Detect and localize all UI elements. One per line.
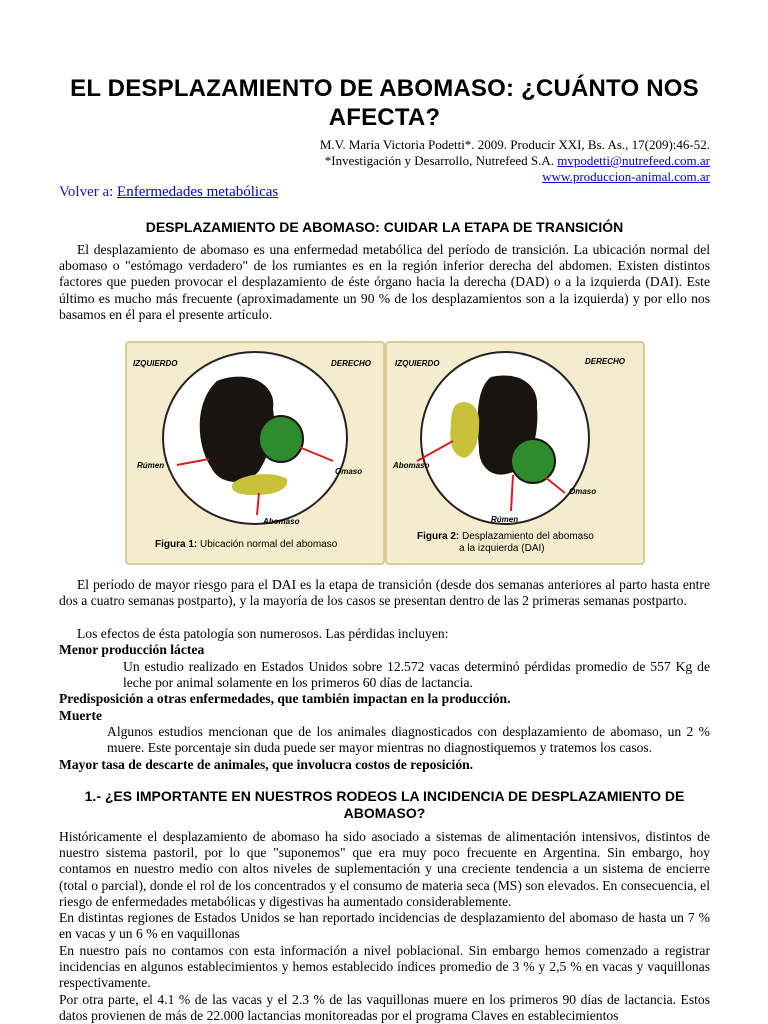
- page-title: EL DESPLAZAMIENTO DE ABOMASO: ¿CUÁNTO NOS AFECTA?: [70, 75, 699, 131]
- effect-2-title: Predisposición a otras enfermedades, que también impactan en la producción.: [59, 691, 511, 706]
- figure-2-left-label: IZQUIERDO: [395, 359, 440, 368]
- incidence-paragraph-2: En distintas regiones de Estados Unidos se han reportado incidencias de desplazamiento del abomaso de hasta un 7 % en vacas y un 6 % en vaquillonas: [59, 910, 710, 942]
- figure-2: [385, 341, 645, 565]
- risk-paragraph: El período de mayor riesgo para el DAI es la etapa de transición (desde dos semanas anteriores al parto hasta entre dos a cuatro semanas postparto), y la mayoría de los casos se presentan dentro de las 2 primeras semanas postparto.: [59, 577, 710, 609]
- figure-2-abomaso-label: Abomaso: [393, 461, 430, 470]
- figure-1-left-label: IZQUIERDO: [133, 359, 178, 368]
- email-link[interactable]: mvpodetti@nutrefeed.com.ar: [557, 153, 710, 168]
- back-nav: Volver a: Enfermedades metabólicas: [59, 184, 279, 200]
- incidence-paragraph-1: Históricamente el desplazamiento de abomaso ha sido asociado a sistemas de alimentación intensivos, distintos de nuestro sistema pastoril, por lo que "suponemos" que era muy poco frecuente en Argentina. Sin embargo, hoy contamos en nuestro medio con altos niveles de suplementación y una creciente tendencia a un sistema de encierre (total o parcial), donde el rol de los concentrados y el consumo de materia seca (MS) son elevados. En consecuencia, el riesgo de enfermedades metabólicas y digestivas ha aumentado considerablemente.: [59, 829, 710, 909]
- figure-1-omaso-label: Omaso: [335, 467, 363, 476]
- author-meta: [320, 137, 710, 185]
- figure-1: [125, 341, 385, 565]
- effect-1-text: Un estudio realizado en Estados Unidos sobre 12.572 vacas determinó pérdidas promedio de 557 Kg de leche por animal solamente en los primeros 60 días de lactancia.: [123, 659, 710, 691]
- section-heading-incidence: 1.- ¿ES IMPORTANTE EN NUESTROS RODEOS LA INCIDENCIA DE DESPLAZAMIENTO DE ABOMASO?: [84, 788, 685, 821]
- figure-2-right-label: DERECHO: [585, 357, 626, 366]
- figure-2-caption: Figura 2: Desplazamiento del abomaso a la izquierda (DAI): [417, 531, 594, 554]
- figure-1-caption: Figura 1: Ubicación normal del abomaso: [155, 539, 338, 550]
- figure-2-omaso-label: Omaso: [569, 487, 597, 496]
- figure-1-diagram: [127, 343, 383, 563]
- figure-2-diagram: [387, 343, 643, 563]
- incidence-paragraph-4: Por otra parte, el 4.1 % de las vacas y el 2.3 % de las vaquillonas muere en los primeros 90 días de lactancia. Estos datos provienen de más de 22.000 lactancias monitoreadas por el programa Claves en establecimientos: [59, 992, 710, 1024]
- effects-intro: Los efectos de ésta patología son numerosos. Las pérdidas incluyen:: [77, 626, 449, 641]
- effect-1-title: Menor producción láctea: [59, 642, 205, 657]
- website-link[interactable]: www.produccion-animal.com.ar: [542, 169, 710, 184]
- back-link[interactable]: Enfermedades metabólicas: [117, 184, 279, 200]
- effect-3-text: Algunos estudios mencionan que de los animales diagnosticados con desplazamiento de abomaso, un 2 % muere. Este porcentaje sin duda puede ser mayor mientras no diagnostiquemos y tratemos los casos.: [107, 724, 710, 756]
- effect-3-title: Muerte: [59, 708, 103, 723]
- figure-1-rumen-label: Rúmen: [137, 461, 165, 470]
- figure-2-rumen-label: Rúmen: [491, 515, 519, 524]
- affiliation-line: *Investigación y Desarrollo, Nutrefeed S.A. mvpodetti@nutrefeed.com.ar: [324, 153, 710, 168]
- citation-line: M.V. María Victoria Podetti*. 2009. Producir XXI, Bs. As., 17(209):46-52.: [319, 137, 710, 152]
- intro-paragraph: El desplazamiento de abomaso es una enfermedad metabólica del período de transición. La ubicación normal del abomaso o "estómago verdadero" de los rumiantes es en la región inferior derecha del abdomen. Existen distintos factores que pueden provocar el desplazamiento de éste órgano hacia la derecha (DAD) o a la izquierda (DAI). Este último es mucho más frecuente (aproximadamente un 90 % de los desplazamientos son a la izquierda) y por ello nos basamos en él para el presente artículo.: [59, 242, 710, 322]
- effect-4-title: Mayor tasa de descarte de animales, que involucra costos de reposición.: [59, 757, 474, 772]
- incidence-paragraph-3: En nuestro país no contamos con esta información a nivel poblacional. Sin embargo hemos comenzado a registrar incidencias en algunos establecimientos y hemos establecido índices promedio de 3 % y 2,5 % en vacas y vaquillonas respectivamente.: [59, 943, 710, 991]
- figure-1-abomaso-label: Abomaso: [263, 517, 300, 526]
- figure-1-right-label: DERECHO: [331, 359, 372, 368]
- section-heading-transition: DESPLAZAMIENTO DE ABOMASO: CUIDAR LA ETAPA DE TRANSICIÓN: [145, 219, 624, 235]
